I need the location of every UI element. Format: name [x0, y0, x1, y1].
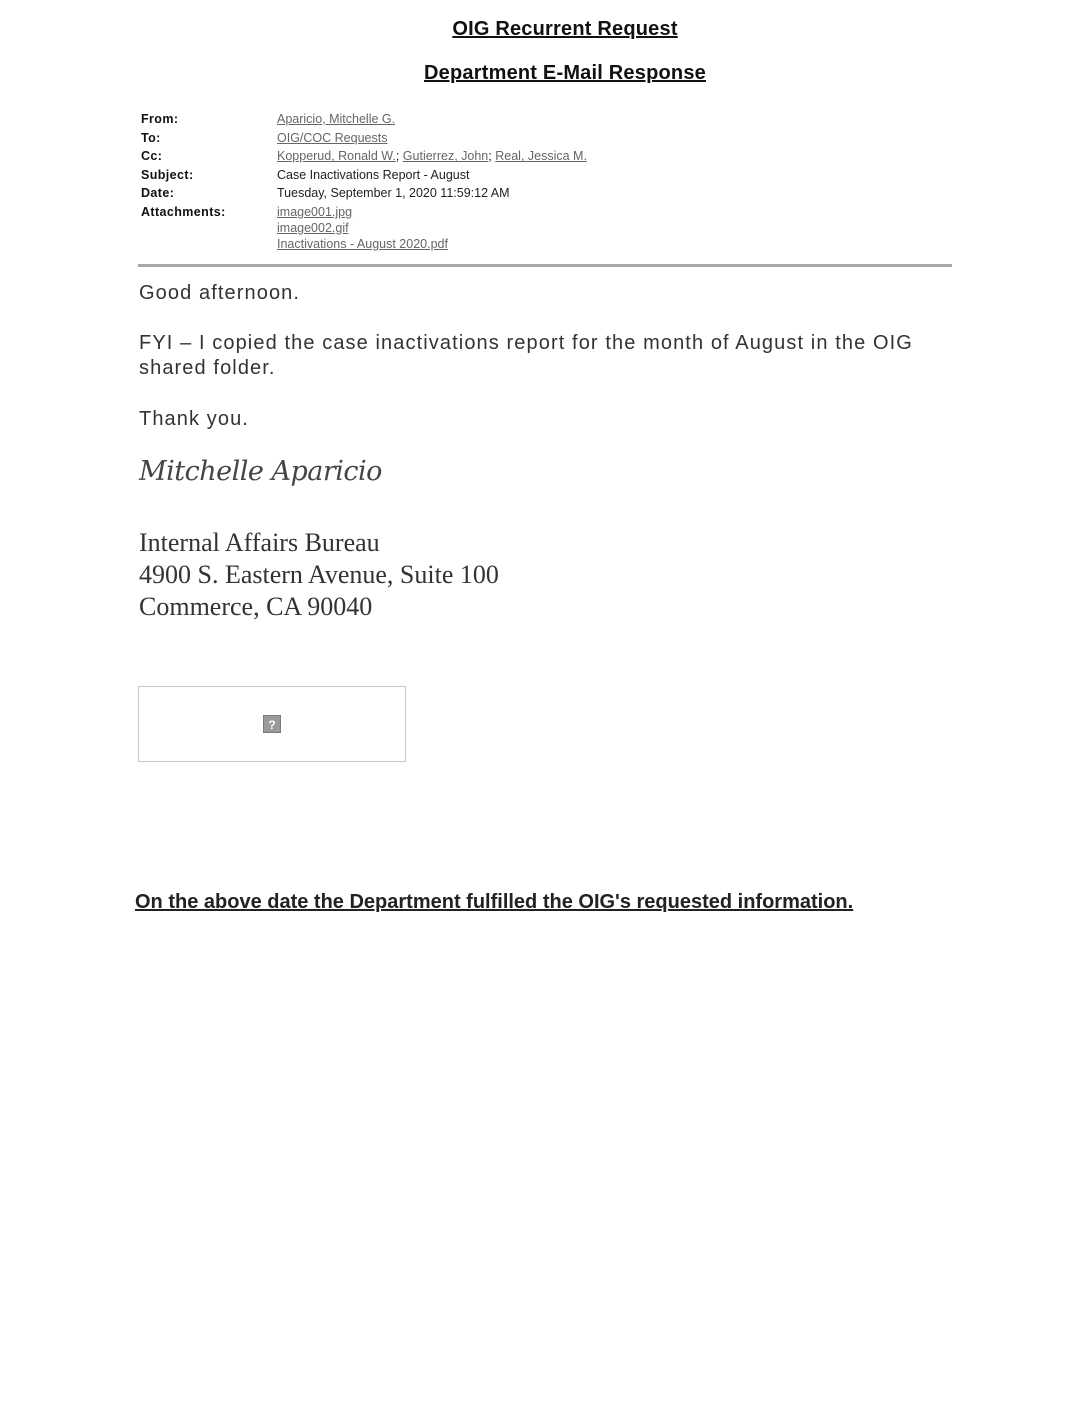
cc-link-real[interactable]: Real, Jessica M. [495, 149, 587, 164]
cc-separator: ; [488, 149, 492, 164]
attachments-row [141, 203, 952, 252]
to-row [141, 129, 952, 148]
subject-label: Subject: [141, 167, 194, 182]
cc-row [141, 147, 952, 166]
greeting-text: Good afternoon. [139, 282, 301, 304]
to-link[interactable]: OIG/COC Requests [277, 130, 388, 145]
body-paragraph: FYI – I copied the case inactivations report for the month of August in the OIG shared folder. [139, 332, 913, 379]
cc-label: Cc: [141, 149, 163, 164]
from-row [141, 110, 952, 129]
attachments-label: Attachments: [141, 204, 226, 219]
date-row [141, 184, 952, 203]
to-label: To: [141, 130, 161, 145]
header-separator [138, 264, 952, 267]
signature-department: Internal Affairs Bureau [139, 528, 380, 557]
cc-link-kopperud[interactable]: Kopperud, Ronald W. [277, 149, 396, 164]
attachment-link-image002[interactable]: image002.gif [277, 220, 349, 235]
email-header [141, 110, 952, 252]
signature-street: 4900 S. Eastern Avenue, Suite 100 [139, 560, 499, 589]
attachment-link-image001[interactable]: image001.jpg [277, 204, 353, 219]
date-value: Tuesday, September 1, 2020 11:59:12 AM [277, 186, 510, 201]
cc-separator: ; [395, 149, 400, 164]
document-title: OIG Recurrent Request [452, 18, 678, 40]
from-link[interactable]: Aparicio, Mitchelle G. [277, 112, 396, 126]
signature-name: Mitchelle Aparicio [139, 456, 382, 487]
cc-link-gutierrez[interactable]: Gutierrez, John [402, 149, 489, 164]
from-label: From: [141, 112, 179, 126]
document-subtitle: Department E-Mail Response [424, 62, 706, 84]
closing-text: Thank you. [139, 408, 249, 430]
date-label: Date: [141, 186, 175, 201]
subject-row [141, 166, 952, 185]
fulfillment-note: On the above date the Department fulfilled the OIG's requested information. [135, 891, 854, 913]
missing-image-placeholder [138, 686, 406, 762]
subject-value: Case Inactivations Report - August [277, 167, 470, 182]
broken-image-icon: ? [263, 715, 281, 733]
signature-city: Commerce, CA 90040 [139, 592, 373, 621]
attachment-link-inactivations-pdf[interactable]: Inactivations - August 2020.pdf [277, 236, 448, 251]
